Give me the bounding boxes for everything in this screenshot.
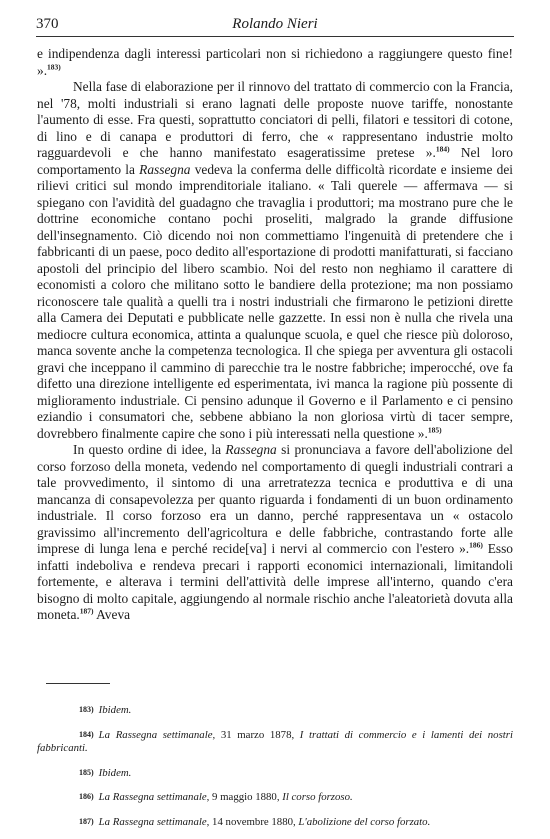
journal-name: Rassegna bbox=[225, 442, 277, 457]
paragraph-text: In questo ordine di idee, la bbox=[73, 442, 226, 457]
footnote-number: 185) bbox=[79, 767, 94, 777]
paragraph-text: Nella fase di elaborazione per il rinnovo del trattato di commercio con la Francia, nel '78, molti industriali si erano lagnati delle proposte nuove tariffe, nonostante l'aumento di esse. Fra questi, soprattutto conciatori di pelli, filatori e tessitori di cotone, di lino e di canapa e produttori di ferro, che « rappresentano industrie molto ragguardevoli e che hanno manifestato esageratissime pretese ». bbox=[37, 79, 513, 160]
running-header bbox=[36, 14, 514, 37]
footnote-date: 9 maggio 1880, bbox=[209, 791, 283, 803]
footnote-reference: 183) bbox=[47, 62, 61, 72]
footnote-source: La Rassegna settimanale, bbox=[98, 791, 210, 803]
footnote-source: Ibidem. bbox=[98, 766, 132, 779]
paragraph-text: vedeva la conferma delle difficoltà ricordate e insieme dei rilievi critici sul mondo imprenditoriale italiano. « Tali querele — affermava — si spiegano con l'avidità del guadagno che travaglia i produttori; ma mostrano pure che le dottrine economiche contano pochi proseliti, malgrado la grande diffusione dell'insegnamento. Ciò dicendo noi non commettiamo l'ingenuità di pretendere che i fabbricanti di un paese, poco dedito all'esportazione di prodotti manifatturati, si facciano apostoli del principio del libero scambio. Noi del resto non neghiamo il carattere di economisti a coloro che militano sotto le bandiere della protezione; ma non possiamo riconoscere tale qualità a quelli tra i nostri industriali che firmarono le petizioni dirette alla Camera dei Deputati e pubblicate nelle gazzette. In essi non è nulla che rivela una mediocre cultura economica, attinta a qualunque scuola, e quel che riesce più doloroso, manca sovente anche la competenza tecnologica. Il che spiega per avventura gli ostacoli gravi che inceppano il cammino di parecchie tra le nostre fabbriche; imperocché, ove fa difetto una direzione intelligente ed esperimentata, ivi manca la ragione più possente di miglioramento industriale. Ci pensino adunque il Governo e il Parlamento e ci pensino eziandio i consumatori che, sebbene abbiano la non gloriosa virtù di tacer sempre, dovrebbero finalmente capire che sono i più interessati nella questione ». bbox=[37, 161, 514, 441]
footnote-article-title: L'abolizione del corso forzato. bbox=[298, 815, 431, 828]
footnote-186 bbox=[37, 790, 513, 805]
footnote-184 bbox=[37, 728, 513, 756]
footnote-source: La Rassegna settimanale, bbox=[98, 815, 210, 828]
footnote-number: 184) bbox=[79, 729, 94, 739]
footnote-reference: 184) bbox=[435, 144, 450, 154]
footnote-185 bbox=[37, 766, 513, 781]
paragraph-3 bbox=[37, 442, 513, 624]
paragraph-2 bbox=[37, 79, 513, 442]
footnote-source: La Rassegna settimanale, bbox=[98, 728, 216, 741]
footnote-reference: 187) bbox=[79, 606, 94, 616]
footnote-date: 31 marzo 1878, bbox=[215, 728, 300, 741]
journal-name: Rassegna bbox=[139, 161, 191, 177]
footnote-number: 186) bbox=[79, 792, 94, 801]
paragraph-text: Esso infatti indeboliva e rendeva precari i rapporti economici internazionali, limitandoli fortemente, e alterava i termini dell'attività delle imprese all'interno, quando c'era bisogno di molto capitale, aggiungendo al normale rischio anche l'aleatorietà dovuta alla moneta. bbox=[37, 541, 513, 622]
paragraph-text: Aveva bbox=[93, 607, 131, 622]
footnote-reference: 186) bbox=[469, 540, 483, 550]
footnote-source: Ibidem. bbox=[98, 704, 132, 716]
footnote-number: 183) bbox=[79, 705, 94, 714]
paragraph-1 bbox=[37, 46, 513, 79]
footnote-reference: 185) bbox=[427, 425, 442, 435]
footnote-separator bbox=[46, 683, 110, 684]
footnote-date: 14 novembre 1880, bbox=[209, 815, 299, 828]
body-text bbox=[37, 46, 513, 624]
paragraph-text: e indipendenza dagli interessi particolari non si richiedono a raggiungere questo fine! ». bbox=[37, 46, 513, 78]
paragraph-text: Nel loro comportamento la bbox=[37, 145, 513, 177]
footnotes bbox=[37, 703, 513, 839]
footnote-article-title: Il corso forzoso. bbox=[282, 791, 353, 803]
footnote-183 bbox=[37, 703, 513, 718]
footnote-number: 187) bbox=[79, 816, 94, 826]
page-number: 370 bbox=[36, 16, 59, 32]
footnote-article-title: I trattati di commercio e i lamenti dei nostri fabbricanti. bbox=[37, 728, 513, 754]
running-title: Rolando Nieri bbox=[232, 16, 318, 32]
paragraph-text: si pronunciava a favore dell'abolizione del corso forzoso della moneta, vedendo nel comportamento di quegli industriali contrari a tale provvedimento, il sintomo di una arretratezza tecnica e produttiva e di una mancanza di consapevolezza per quanto riguarda i fondamenti di un buon ordinamento industriale. Il corso forzoso era un danno, perché rappresentava un « ostacolo gravissimo all'incremento dell'agricoltura e delle fabbriche, contrastando forte alle imprese di lunga lena e perché recide[va] i nervi al commercio con l'estero ». bbox=[37, 442, 513, 556]
